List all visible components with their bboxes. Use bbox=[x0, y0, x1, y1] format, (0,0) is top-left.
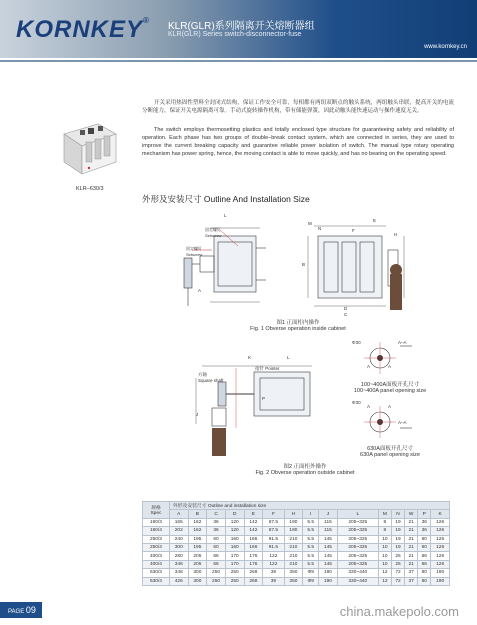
value-cell: 166 bbox=[244, 543, 263, 551]
value-cell: 37 bbox=[405, 569, 418, 577]
value-cell: 91.5 bbox=[263, 535, 284, 543]
column-header: F bbox=[263, 510, 284, 518]
table-row bbox=[143, 569, 450, 577]
value-cell: 19 bbox=[391, 527, 404, 535]
spec-cell: 250/4 bbox=[143, 543, 170, 551]
value-cell: 66 bbox=[418, 552, 431, 560]
value-cell: 122 bbox=[263, 552, 284, 560]
value-cell: 25 bbox=[391, 560, 404, 568]
value-cell: 126 bbox=[431, 527, 450, 535]
header-url: www.kornkey.cn bbox=[424, 44, 467, 50]
value-cell: 120 bbox=[225, 527, 244, 535]
value-cell: 72 bbox=[391, 569, 404, 577]
fig1-dim-d: D bbox=[344, 306, 348, 311]
column-header: I bbox=[303, 510, 319, 518]
header-divider bbox=[0, 60, 477, 62]
fig1-dim-a: A bbox=[198, 288, 202, 293]
value-cell: 72 bbox=[391, 577, 404, 585]
value-cell: 126 bbox=[431, 518, 450, 526]
value-cell: 122 bbox=[263, 560, 284, 568]
spec-cell: 630/4 bbox=[143, 577, 170, 585]
value-cell: 280 bbox=[169, 552, 188, 560]
fig2-square-shaft-label: 方轴 Square shaft bbox=[198, 372, 224, 383]
value-cell: 21 bbox=[405, 552, 418, 560]
spec-cell: 400/4 bbox=[143, 560, 170, 568]
value-cell: 162 bbox=[188, 518, 207, 526]
panel2-section: A–A bbox=[398, 420, 407, 425]
value-cell: 5.5 bbox=[303, 552, 319, 560]
table-row bbox=[143, 518, 450, 526]
value-cell: 202 bbox=[169, 527, 188, 535]
value-cell: 145 bbox=[319, 535, 338, 543]
fig1-dim-e: E bbox=[373, 218, 377, 223]
value-cell: 210 bbox=[284, 560, 303, 568]
value-cell: 21 bbox=[405, 560, 418, 568]
column-header: H bbox=[284, 510, 303, 518]
panel2-a2: A bbox=[388, 404, 392, 409]
value-cell: 21 bbox=[405, 527, 418, 535]
value-cell: Φ9 bbox=[303, 577, 319, 585]
value-cell: 350 bbox=[284, 577, 303, 585]
value-cell: 120 bbox=[225, 518, 244, 526]
panel2-a1: A bbox=[367, 404, 371, 409]
value-cell: 36 bbox=[418, 518, 431, 526]
value-cell: 205 bbox=[188, 560, 207, 568]
spec-cell: 250/3 bbox=[143, 535, 170, 543]
intro-text-cn: 开关采用热固性塑料全封闭式结构，保证工作安全可靠，每相都有两组双断点的触头系统，两组触头串联，提高开关的电流分断能力，保证开关电源隔离可靠。手动式旋转操作机构，带有储能弹簧，因此动触头能快速运动与操作速度无关。 bbox=[142, 100, 454, 114]
value-cell: 205~325 bbox=[337, 543, 378, 551]
value-cell: 5.5 bbox=[303, 518, 319, 526]
value-cell: 80 bbox=[418, 577, 431, 585]
value-cell: 10 bbox=[378, 552, 391, 560]
value-cell: 60 bbox=[207, 535, 226, 543]
section-title: 外形及安装尺寸 Outline And Installation Size bbox=[142, 194, 310, 204]
value-cell: 126 bbox=[431, 552, 450, 560]
value-cell: 176 bbox=[244, 552, 263, 560]
fig1-setscrew-label: 固定螺钉 Setscrew bbox=[205, 227, 222, 238]
value-cell: 25 bbox=[391, 552, 404, 560]
value-cell: 162 bbox=[188, 527, 207, 535]
panel2-diameter: Φ30 bbox=[352, 400, 361, 405]
value-cell: 126 bbox=[431, 535, 450, 543]
value-cell: 10 bbox=[378, 535, 391, 543]
value-cell: 268 bbox=[244, 577, 263, 585]
spec-cell: 160/4 bbox=[143, 527, 170, 535]
fig1-side-drawing bbox=[300, 216, 418, 316]
value-cell: 91.5 bbox=[263, 543, 284, 551]
value-cell: 205 bbox=[188, 552, 207, 560]
watermark: china.makepolo.com bbox=[339, 604, 459, 619]
spec-cell: 400/3 bbox=[143, 552, 170, 560]
value-cell: 166 bbox=[244, 535, 263, 543]
fig1-dim-b: B bbox=[302, 262, 306, 267]
value-cell: 5.5 bbox=[303, 535, 319, 543]
table-row bbox=[143, 560, 450, 568]
value-cell: 205~325 bbox=[337, 535, 378, 543]
value-cell: 190 bbox=[284, 527, 303, 535]
value-cell: 37 bbox=[405, 577, 418, 585]
column-header: N bbox=[391, 510, 404, 518]
value-cell: 115 bbox=[319, 518, 338, 526]
value-cell: 205~325 bbox=[337, 527, 378, 535]
value-cell: 210 bbox=[284, 552, 303, 560]
panel1-diameter: Φ30 bbox=[352, 340, 361, 345]
value-cell: 19 bbox=[391, 518, 404, 526]
value-cell: 210 bbox=[284, 535, 303, 543]
value-cell: Φ9 bbox=[303, 569, 319, 577]
product-photo bbox=[58, 120, 120, 178]
fig2-dim-p: P bbox=[262, 396, 266, 401]
fig2-dim-l: L bbox=[287, 355, 290, 360]
value-cell: 205~325 bbox=[337, 518, 378, 526]
value-cell: 170 bbox=[225, 560, 244, 568]
column-header: K bbox=[431, 510, 450, 518]
page-number-badge: PAGE 09 bbox=[0, 602, 42, 618]
value-cell: 170 bbox=[225, 552, 244, 560]
value-cell: 60 bbox=[418, 543, 431, 551]
value-cell: 142 bbox=[244, 527, 263, 535]
value-cell: 36 bbox=[207, 527, 226, 535]
value-cell: 39 bbox=[263, 569, 284, 577]
table-row bbox=[143, 535, 450, 543]
value-cell: 145 bbox=[319, 543, 338, 551]
header-title-en: KLR(GLR) Series switch-disconnector-fuse bbox=[168, 31, 302, 38]
value-cell: 36 bbox=[418, 527, 431, 535]
value-cell: 190 bbox=[284, 518, 303, 526]
value-cell: 160 bbox=[225, 535, 244, 543]
value-cell: 8 bbox=[378, 518, 391, 526]
table-row bbox=[143, 577, 450, 585]
value-cell: 250 bbox=[207, 577, 226, 585]
dimension-table bbox=[142, 501, 450, 586]
value-cell: 5.5 bbox=[303, 560, 319, 568]
fig1-dim-c: C bbox=[344, 312, 348, 317]
value-cell: 190 bbox=[319, 577, 338, 585]
value-cell: 330~440 bbox=[337, 569, 378, 577]
value-cell: 66 bbox=[207, 552, 226, 560]
value-cell: 165 bbox=[169, 518, 188, 526]
value-cell: 205~325 bbox=[337, 552, 378, 560]
product-label: KLR–630/3 bbox=[76, 186, 104, 192]
column-header: A bbox=[169, 510, 188, 518]
value-cell: 67.5 bbox=[263, 527, 284, 535]
header-title-cn: KLR(GLR)系列隔离开关熔断器组 bbox=[168, 21, 315, 32]
column-header: L bbox=[337, 510, 378, 518]
value-cell: 39 bbox=[263, 577, 284, 585]
fig1-caption: 图1 正面柜内操作 Fig. 1 Obverse operation inside cabinet bbox=[250, 320, 346, 332]
table-row bbox=[143, 543, 450, 551]
value-cell: 190 bbox=[431, 569, 450, 577]
value-cell: 19 bbox=[391, 543, 404, 551]
column-header: M bbox=[378, 510, 391, 518]
value-cell: 21 bbox=[405, 535, 418, 543]
fig2-dim-k: K bbox=[248, 355, 252, 360]
value-cell: 142 bbox=[244, 518, 263, 526]
column-header: B bbox=[188, 510, 207, 518]
table-title: 外形及安装尺寸 Outline and installation size bbox=[169, 502, 449, 510]
value-cell: 5.5 bbox=[303, 543, 319, 551]
column-header: W bbox=[405, 510, 418, 518]
value-cell: 145 bbox=[319, 552, 338, 560]
value-cell: 60 bbox=[207, 543, 226, 551]
value-cell: 160 bbox=[225, 543, 244, 551]
value-cell: 10 bbox=[378, 560, 391, 568]
brand-logo: KORNKEY® bbox=[16, 16, 150, 43]
spec-cell: 160/3 bbox=[143, 518, 170, 526]
fig1-setscrew2-label: 固定螺钉 Setscrew bbox=[186, 246, 203, 257]
value-cell: 346 bbox=[169, 569, 188, 577]
value-cell: 300 bbox=[188, 569, 207, 577]
column-header: D bbox=[225, 510, 244, 518]
fig1-dim-n: N bbox=[318, 226, 322, 231]
value-cell: 12 bbox=[378, 577, 391, 585]
panel1-a2: A bbox=[388, 364, 392, 369]
value-cell: 12 bbox=[378, 569, 391, 577]
value-cell: 250 bbox=[225, 569, 244, 577]
column-header: P bbox=[418, 510, 431, 518]
value-cell: 19 bbox=[391, 535, 404, 543]
value-cell: 66 bbox=[418, 560, 431, 568]
value-cell: 115 bbox=[319, 527, 338, 535]
column-header: J bbox=[319, 510, 338, 518]
table-row bbox=[143, 552, 450, 560]
value-cell: 21 bbox=[405, 518, 418, 526]
value-cell: 10 bbox=[378, 543, 391, 551]
value-cell: 300 bbox=[188, 577, 207, 585]
value-cell: 145 bbox=[319, 560, 338, 568]
value-cell: 195 bbox=[188, 543, 207, 551]
panel1-section: A–A bbox=[398, 340, 407, 345]
value-cell: 190 bbox=[431, 577, 450, 585]
value-cell: 80 bbox=[418, 569, 431, 577]
value-cell: 126 bbox=[431, 560, 450, 568]
intro-text-en: The switch employs thermosetting plastics and totally enclosed type structure for guaranteeing safety and reliability of operation. Each phase has two groups of double–break contact system, which are connected in series, they are used to improve the current breaking capacity and guarantee reliable power isolation of switch. The manual type rotary operating mechanism has power spring, hence, the moving contact is able to move quickly, and has no bearing on the operating speed. bbox=[142, 127, 454, 157]
spec-cell: 630/3 bbox=[143, 569, 170, 577]
value-cell: 21 bbox=[405, 543, 418, 551]
fig1-dim-m: M bbox=[308, 221, 312, 226]
fig1-dim-h: H bbox=[394, 232, 398, 237]
value-cell: 426 bbox=[169, 577, 188, 585]
fig1-front-drawing bbox=[180, 218, 280, 316]
header-banner bbox=[0, 0, 477, 58]
value-cell: 8 bbox=[378, 527, 391, 535]
value-cell: 240 bbox=[169, 535, 188, 543]
column-header-row bbox=[143, 510, 450, 518]
value-cell: 36 bbox=[207, 518, 226, 526]
value-cell: 60 bbox=[418, 535, 431, 543]
value-cell: 330~440 bbox=[337, 577, 378, 585]
value-cell: 210 bbox=[284, 543, 303, 551]
value-cell: 250 bbox=[207, 569, 226, 577]
spec-header: 规格 Spec bbox=[143, 502, 170, 519]
panel1-caption: 100~400A面板开孔尺寸 100~400A panel opening size bbox=[353, 382, 427, 394]
table-row bbox=[143, 527, 450, 535]
column-header: C bbox=[207, 510, 226, 518]
value-cell: 205~325 bbox=[337, 560, 378, 568]
value-cell: 300 bbox=[169, 543, 188, 551]
fig2-pointer-label: 指针 Pointer bbox=[255, 366, 280, 371]
column-header: E bbox=[244, 510, 263, 518]
value-cell: 67.5 bbox=[263, 518, 284, 526]
value-cell: 350 bbox=[284, 569, 303, 577]
value-cell: 5.5 bbox=[303, 527, 319, 535]
value-cell: 176 bbox=[244, 560, 263, 568]
panel1-a1: A bbox=[367, 364, 371, 369]
value-cell: 66 bbox=[207, 560, 226, 568]
value-cell: 126 bbox=[431, 543, 450, 551]
fig2-caption: 图2 正面柜外操作 Fig. 2 Obverse operation outside cabinet bbox=[255, 464, 355, 476]
value-cell: 190 bbox=[319, 569, 338, 577]
value-cell: 268 bbox=[244, 569, 263, 577]
value-cell: 195 bbox=[188, 535, 207, 543]
panel2-caption: 630A面板开孔尺寸 630A panel opening size bbox=[360, 446, 420, 458]
table-body bbox=[143, 518, 450, 585]
fig1-dim-f: F bbox=[352, 228, 355, 233]
value-cell: 250 bbox=[225, 577, 244, 585]
fig2-dim-j: J bbox=[196, 412, 199, 417]
value-cell: 346 bbox=[169, 560, 188, 568]
fig1-dim-l-left: L bbox=[224, 213, 227, 218]
